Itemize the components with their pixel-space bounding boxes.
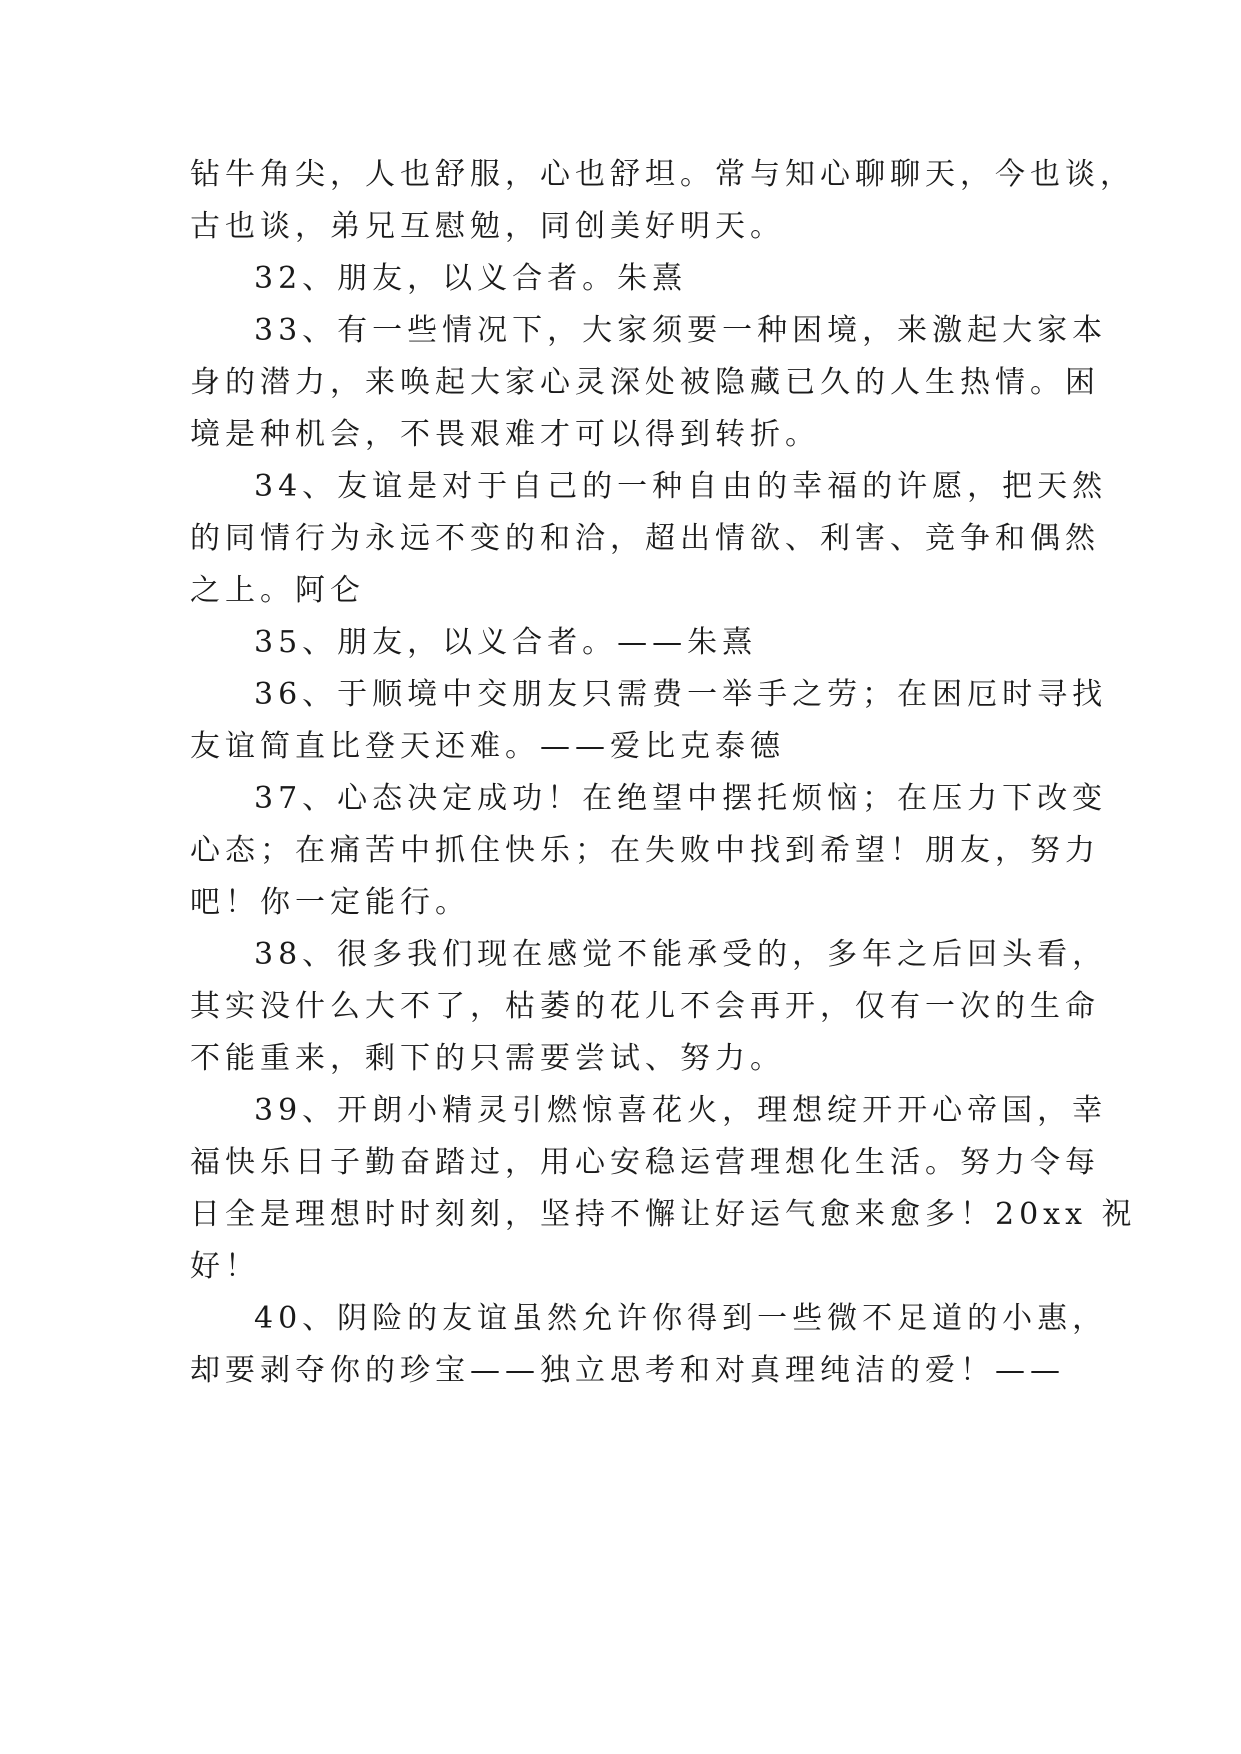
text-line: 友谊简直比登天还难。——爱比克泰德 <box>190 729 785 764</box>
text-line-item-39: 39、开朗小精灵引燃惊喜花火，理想绽开开心帝国，幸 <box>254 1093 1108 1128</box>
text-line: 钻牛角尖，人也舒服，心也舒坦。常与知心聊聊天，今也谈， <box>190 157 1135 192</box>
text-line: 吧！你一定能行。 <box>190 885 470 920</box>
text-line-item-40: 40、阴险的友谊虽然允许你得到一些微不足道的小惠， <box>254 1301 1108 1336</box>
text-line: 境是种机会，不畏艰难才可以得到转折。 <box>190 417 820 452</box>
text-line: 不能重来，剩下的只需要尝试、努力。 <box>190 1041 785 1076</box>
text-line-item-38: 38、很多我们现在感觉不能承受的，多年之后回头看， <box>254 937 1108 972</box>
text-line: 心态；在痛苦中抓住快乐；在失败中找到希望！朋友，努力 <box>190 833 1100 868</box>
text-line-item-34: 34、友谊是对于自己的一种自由的幸福的许愿，把天然 <box>254 469 1108 504</box>
text-line: 却要剥夺你的珍宝——独立思考和对真理纯洁的爱！—— <box>190 1353 1065 1388</box>
text-line: 身的潜力，来唤起大家心灵深处被隐藏已久的人生热情。困 <box>190 365 1100 400</box>
text-line: 日全是理想时时刻刻，坚持不懈让好运气愈来愈多！20xx 祝 <box>190 1197 1137 1232</box>
text-line: 古也谈，弟兄互慰勉，同创美好明天。 <box>190 209 785 244</box>
text-line-item-37: 37、心态决定成功！在绝望中摆托烦恼；在压力下改变 <box>254 781 1108 816</box>
text-line-item-36: 36、于顺境中交朋友只需费一举手之劳；在困厄时寻找 <box>254 677 1108 712</box>
text-line: 福快乐日子勤奋踏过，用心安稳运营理想化生活。努力令每 <box>190 1145 1100 1180</box>
text-line: 的同情行为永远不变的和洽，超出情欲、利害、竞争和偶然 <box>190 521 1100 556</box>
text-line: 其实没什么大不了，枯萎的花儿不会再开，仅有一次的生命 <box>190 989 1100 1024</box>
text-line-item-32: 32、朋友，以义合者。朱熹 <box>254 261 688 296</box>
text-line: 好！ <box>190 1249 260 1284</box>
text-line-item-35: 35、朋友，以义合者。——朱熹 <box>254 625 758 660</box>
text-line-item-33: 33、有一些情况下，大家须要一种困境，来激起大家本 <box>254 313 1108 348</box>
text-line: 之上。阿仑 <box>190 573 365 608</box>
